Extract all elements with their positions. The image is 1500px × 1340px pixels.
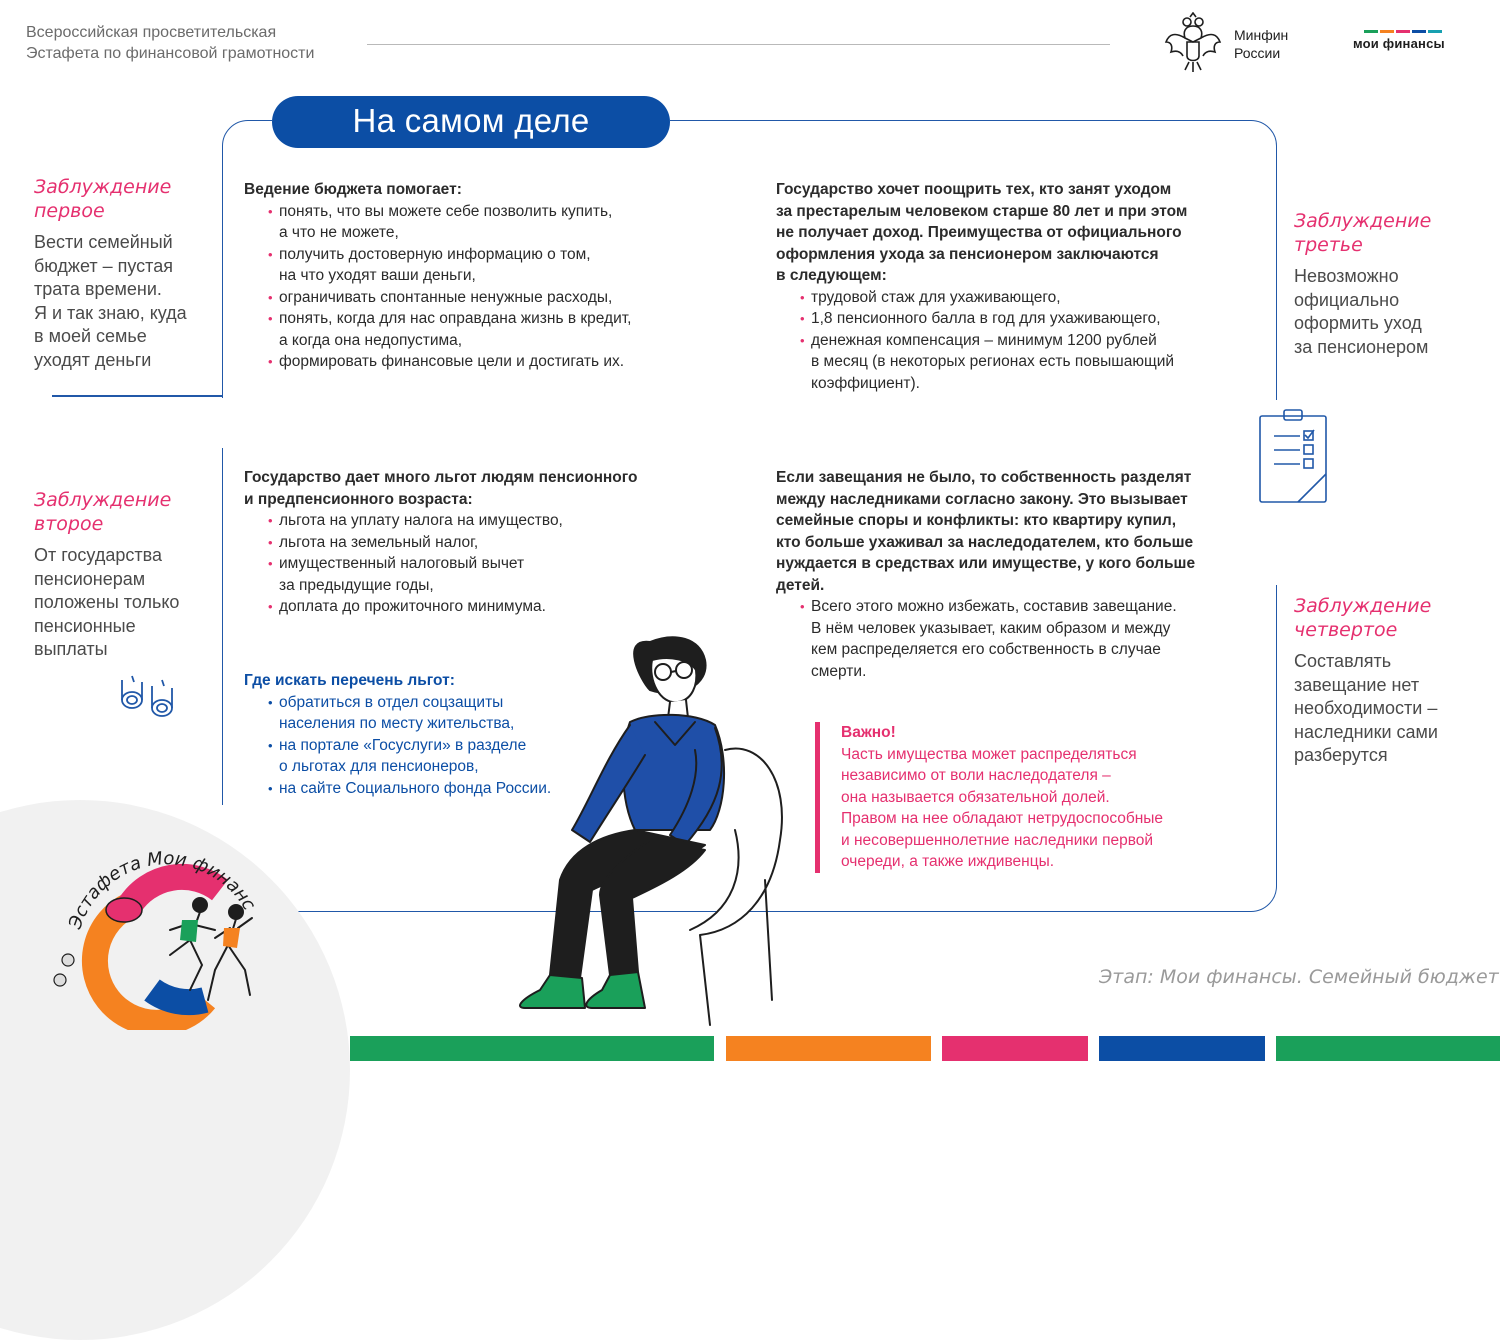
list-item: • доплата до прожиточного минимума. (244, 596, 724, 618)
russian-eagle-icon (1163, 12, 1223, 79)
coins-icon (118, 672, 178, 727)
myth-text-line: положены только (34, 592, 180, 612)
myth-text-line: трата времени. (34, 279, 162, 299)
myth-text-line: оформить уход (1294, 313, 1422, 333)
fact-heading: Ведение бюджета помогает: (244, 181, 462, 198)
brand-color-bars (1364, 30, 1445, 33)
important-line: Правом на нее обладают нетрудоспособные (841, 810, 1164, 827)
where-heading: Где искать перечень льгот: (244, 672, 455, 689)
myth-text-line: в моей семье (34, 326, 147, 346)
myth-text-line: завещание нет (1294, 674, 1420, 695)
myth-label-line1: Заблуждение (1294, 595, 1432, 617)
relay-logo-text (60, 820, 260, 940)
myth-label-line2: третье (1294, 234, 1363, 256)
fact-will (776, 467, 1266, 682)
list-item: • на портале «Госуслуги» в разделе о льготах для пенсионеров, (244, 735, 644, 778)
myth-second (34, 488, 224, 662)
important-line: очереди, а также иждивенцы. (841, 853, 1055, 870)
minfin-label (1234, 26, 1288, 62)
list-item: • имущественный налоговый вычет за предыдущие годы, (244, 553, 724, 596)
myth-first (34, 175, 224, 372)
fact-elderly-care (776, 179, 1266, 394)
clipboard-checklist-icon (1258, 408, 1328, 509)
list-item: • обратиться в отдел соцзащиты населения по месту жительства, (244, 692, 644, 735)
myth-label-line1: Заблуждение (34, 176, 172, 198)
list-item: • на сайте Социального фонда России. (244, 778, 644, 800)
myth-text-line: наследники сами (1294, 721, 1438, 742)
list-item: • денежная компенсация – минимум 1200 рублей в месяц (в некоторых регионах есть повышающий коэффициент). (776, 330, 1266, 395)
myth-label (34, 488, 224, 536)
list-item: • ограничивать спонтанные ненужные расходы, (244, 287, 724, 309)
frame-gap-left (215, 398, 230, 448)
myth-text-line: пенсионные (34, 615, 136, 636)
fact-heading: Если завещания не было, то собственность разделят между наследниками согласно закону. Это вызывает семейные споры и конфликты: кто квартиру купил, кто больше ухаживал за наследодателем, кто больше нуждается в средствах или имуществе, у кого больше детей. (776, 469, 1196, 594)
myth-label-line1: Заблуждение (1294, 210, 1432, 232)
minfin-line2: России (1234, 45, 1281, 61)
important-note (815, 722, 1261, 873)
fact-heading: Государство хочет поощрить тех, кто занят уходом за престарелым человеком старше 80 лет и при этом не получает доход. Преимущества от официального оформления ухода за пенсионером заключаются в следующем: (776, 181, 1188, 284)
fact-list (776, 287, 1266, 395)
list-item: • льгота на земельный налог, (244, 532, 724, 554)
header-divider (367, 44, 1110, 45)
list-item: • Всего этого можно избежать, составив завещание. В нём человек указывает, каким образом и между кем распределяется его собственность в случае смерти. (776, 596, 1266, 682)
myth-label-line2: второе (34, 513, 104, 535)
myth-text-line: Я и так знаю, куда (34, 302, 187, 323)
myth-text-line: пенсионерам (34, 568, 146, 589)
list-item: • льгота на уплату налога на имущество, (244, 510, 724, 532)
myth-label-line1: Заблуждение (34, 489, 172, 511)
footer-stripe-green (350, 1036, 714, 1061)
list-item: • получить достоверную информацию о том, на что уходят ваши деньги, (244, 244, 724, 287)
myth-text (34, 231, 224, 372)
important-line: независимо от воли наследодателя – (841, 767, 1111, 784)
myth-text-line: выплаты (34, 639, 108, 659)
list-item: • формировать финансовые цели и достигать их. (244, 351, 724, 373)
important-line: Часть имущества может распределяться (841, 745, 1137, 763)
org-title-line1: Всероссийская просветительская (26, 24, 277, 41)
myth-text-line: От государства (34, 545, 162, 565)
myth-text-line: разберутся (1294, 745, 1388, 765)
fact-benefits (244, 467, 724, 618)
myth-text-line: Невозможно (1294, 266, 1399, 286)
myth-underline (52, 395, 223, 397)
moi-finansy-logo (1353, 30, 1445, 51)
woman-in-chair-illustration (510, 630, 800, 1035)
myth-third (1294, 209, 1484, 359)
myth-text-line: Составлять (1294, 651, 1392, 671)
myth-text-line: за пенсионером (1294, 336, 1429, 357)
minfin-line1: Минфин (1234, 27, 1289, 43)
footer-stripe-orange (726, 1036, 931, 1061)
svg-text:Эстафета Мои финансы (60, 820, 260, 933)
relay-logo-text-svg (60, 820, 260, 940)
myth-text-line: Вести семейный (34, 232, 173, 252)
myth-label (1294, 209, 1484, 257)
footer-stripe-blue (1099, 1036, 1265, 1061)
myth-label-line2: первое (34, 200, 105, 222)
fact-list (244, 510, 724, 618)
list-item: • трудовой стаж для ухаживающего, (776, 287, 1266, 309)
fact-heading: Государство дает много льгот людям пенсионного и предпенсионного возраста: (244, 469, 638, 508)
important-heading: Важно! (841, 724, 896, 741)
stage-label: Этап: Мои финансы. Семейный бюджет (1099, 966, 1499, 988)
myth-fourth (1294, 594, 1494, 768)
myth-label (1294, 594, 1494, 642)
myth-text-line: бюджет – пустая (34, 255, 173, 276)
fact-budget (244, 179, 724, 373)
footer-stripe-green2 (1276, 1036, 1500, 1061)
myth-text-line: официально (1294, 289, 1400, 310)
myth-label-line2: четвертое (1294, 619, 1398, 641)
myth-text (34, 544, 224, 662)
important-line: и несовершеннолетние наследники первой (841, 831, 1154, 849)
org-title (26, 22, 314, 64)
myth-text-line: необходимости – (1294, 698, 1438, 718)
footer-stripe-pink (942, 1036, 1088, 1061)
fact-list (776, 596, 1266, 682)
relay-logo-title: Эстафета Мои финанс (64, 848, 260, 932)
myth-label (34, 175, 224, 223)
org-title-line2: Эстафета по финансовой грамотности (26, 45, 315, 62)
myth-text (1294, 650, 1494, 768)
brand-name: мои финансы (1353, 36, 1445, 51)
important-line: она называется обязательной долей. (841, 788, 1110, 806)
page-title: На самом деле (272, 96, 670, 148)
myth-text-line: уходят деньги (34, 349, 152, 370)
list-item: • 1,8 пенсионного балла в год для ухаживающего, (776, 308, 1266, 330)
list-item: • понять, когда для нас оправдана жизнь в кредит, а когда она недопустима, (244, 308, 724, 351)
myth-text (1294, 265, 1484, 359)
fact-list (244, 201, 724, 373)
list-item: • понять, что вы можете себе позволить купить, а что не можете, (244, 201, 724, 244)
